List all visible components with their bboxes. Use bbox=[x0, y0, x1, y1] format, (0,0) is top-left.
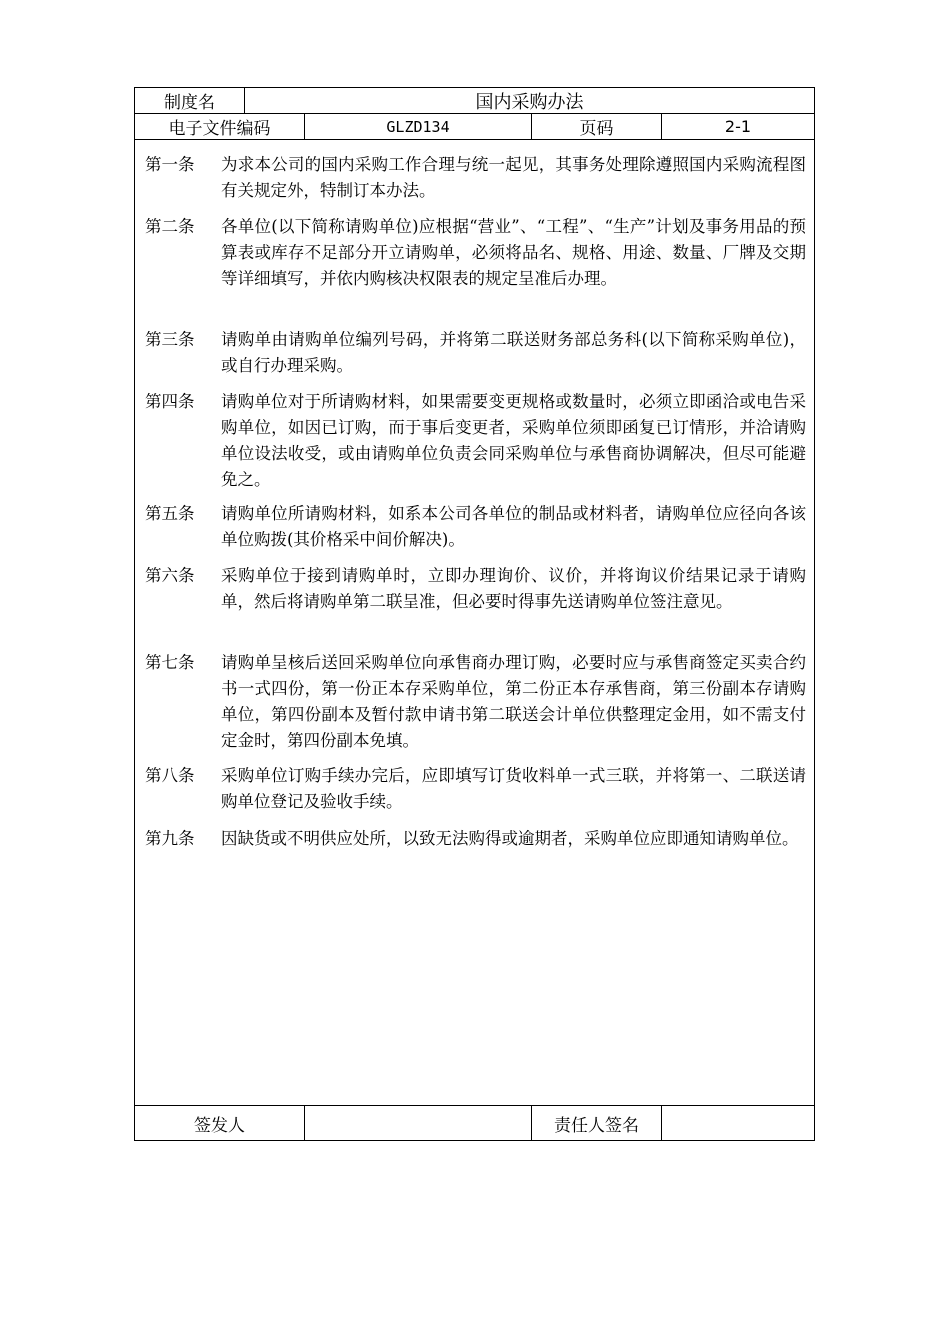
clause-number: 第一条 bbox=[145, 155, 195, 174]
clause-text: 采购单位订购手续办完后，应即填写订货收料单一式三联，并将第一、二联送请购单位登记及验收手续。 bbox=[221, 766, 806, 811]
clause-text: 请购单位对于所请购材料，如果需要变更规格或数量时，必须立即函洽或电告采购单位，如因已订购，而于事后变更者，采购单位须即函复已订情形，并洽请购单位设法收受，或由请购单位负责会同采购单位与承售商协调解决，但尽可能避免之。 bbox=[221, 392, 806, 489]
responsible-signature-field[interactable] bbox=[662, 1106, 814, 1141]
clause-number: 第五条 bbox=[145, 504, 195, 523]
code-label: 电子文件编码 bbox=[135, 114, 305, 139]
clause-number: 第三条 bbox=[145, 330, 195, 349]
clauses-body bbox=[135, 140, 814, 1106]
clause-number: 第八条 bbox=[145, 766, 195, 785]
clause-number: 第七条 bbox=[145, 653, 195, 672]
name-label: 制度名 bbox=[135, 88, 245, 113]
issuer-label: 签发人 bbox=[135, 1106, 305, 1141]
clause-text: 请购单由请购单位编列号码，并将第二联送财务部总务科(以下简称采购单位)，或自行办理采购。 bbox=[221, 330, 806, 375]
responsible-label: 责任人签名 bbox=[532, 1106, 662, 1141]
clause-text: 请购单位所请购材料，如系本公司各单位的制品或材料者，请购单位应径向各该单位购拨(其价格采中间价解决)。 bbox=[221, 504, 806, 549]
page-label: 页码 bbox=[532, 114, 662, 139]
clause-number: 第六条 bbox=[145, 566, 195, 585]
clause-text: 请购单呈核后送回采购单位向承售商办理订购，必要时应与承售商签定买卖合约书一式四份，第一份正本存采购单位，第二份正本存承售商，第三份副本存请购单位，第四份副本及暂付款申请书第二联送会计单位供整理定金用，如不需支付定金时，第四份副本免填。 bbox=[221, 653, 806, 750]
clause-text: 各单位(以下简称请购单位)应根据“营业”、“工程”、“生产”计划及事务用品的预算表或库存不足部分开立请购单，必须将品名、规格、用途、数量、厂牌及交期等详细填写，并依内购核决权限表的规定呈准后办理。 bbox=[221, 217, 806, 288]
clause-text: 为求本公司的国内采购工作合理与统一起见，其事务处理除遵照国内采购流程图有关规定外，特制订本办法。 bbox=[221, 155, 806, 200]
header-row-1 bbox=[135, 88, 814, 114]
clause-number: 第二条 bbox=[145, 217, 195, 236]
clause-text: 因缺货或不明供应处所，以致无法购得或逾期者，采购单位应即通知请购单位。 bbox=[221, 829, 799, 848]
clause-number: 第九条 bbox=[145, 829, 195, 848]
document-table bbox=[134, 87, 815, 1141]
clause-number: 第四条 bbox=[145, 392, 195, 411]
header-row-2 bbox=[135, 114, 814, 140]
code-value: GLZD134 bbox=[305, 114, 532, 139]
footer-row bbox=[135, 1106, 814, 1141]
issuer-signature-field[interactable] bbox=[305, 1106, 532, 1141]
clause-text: 采购单位于接到请购单时，立即办理询价、议价，并将询议价结果记录于请购单，然后将请购单第二联呈准，但必要时得事先送请购单位签注意见。 bbox=[221, 566, 806, 611]
page-value: 2-1 bbox=[724, 117, 752, 136]
document-title: 国内采购办法 bbox=[475, 91, 584, 113]
